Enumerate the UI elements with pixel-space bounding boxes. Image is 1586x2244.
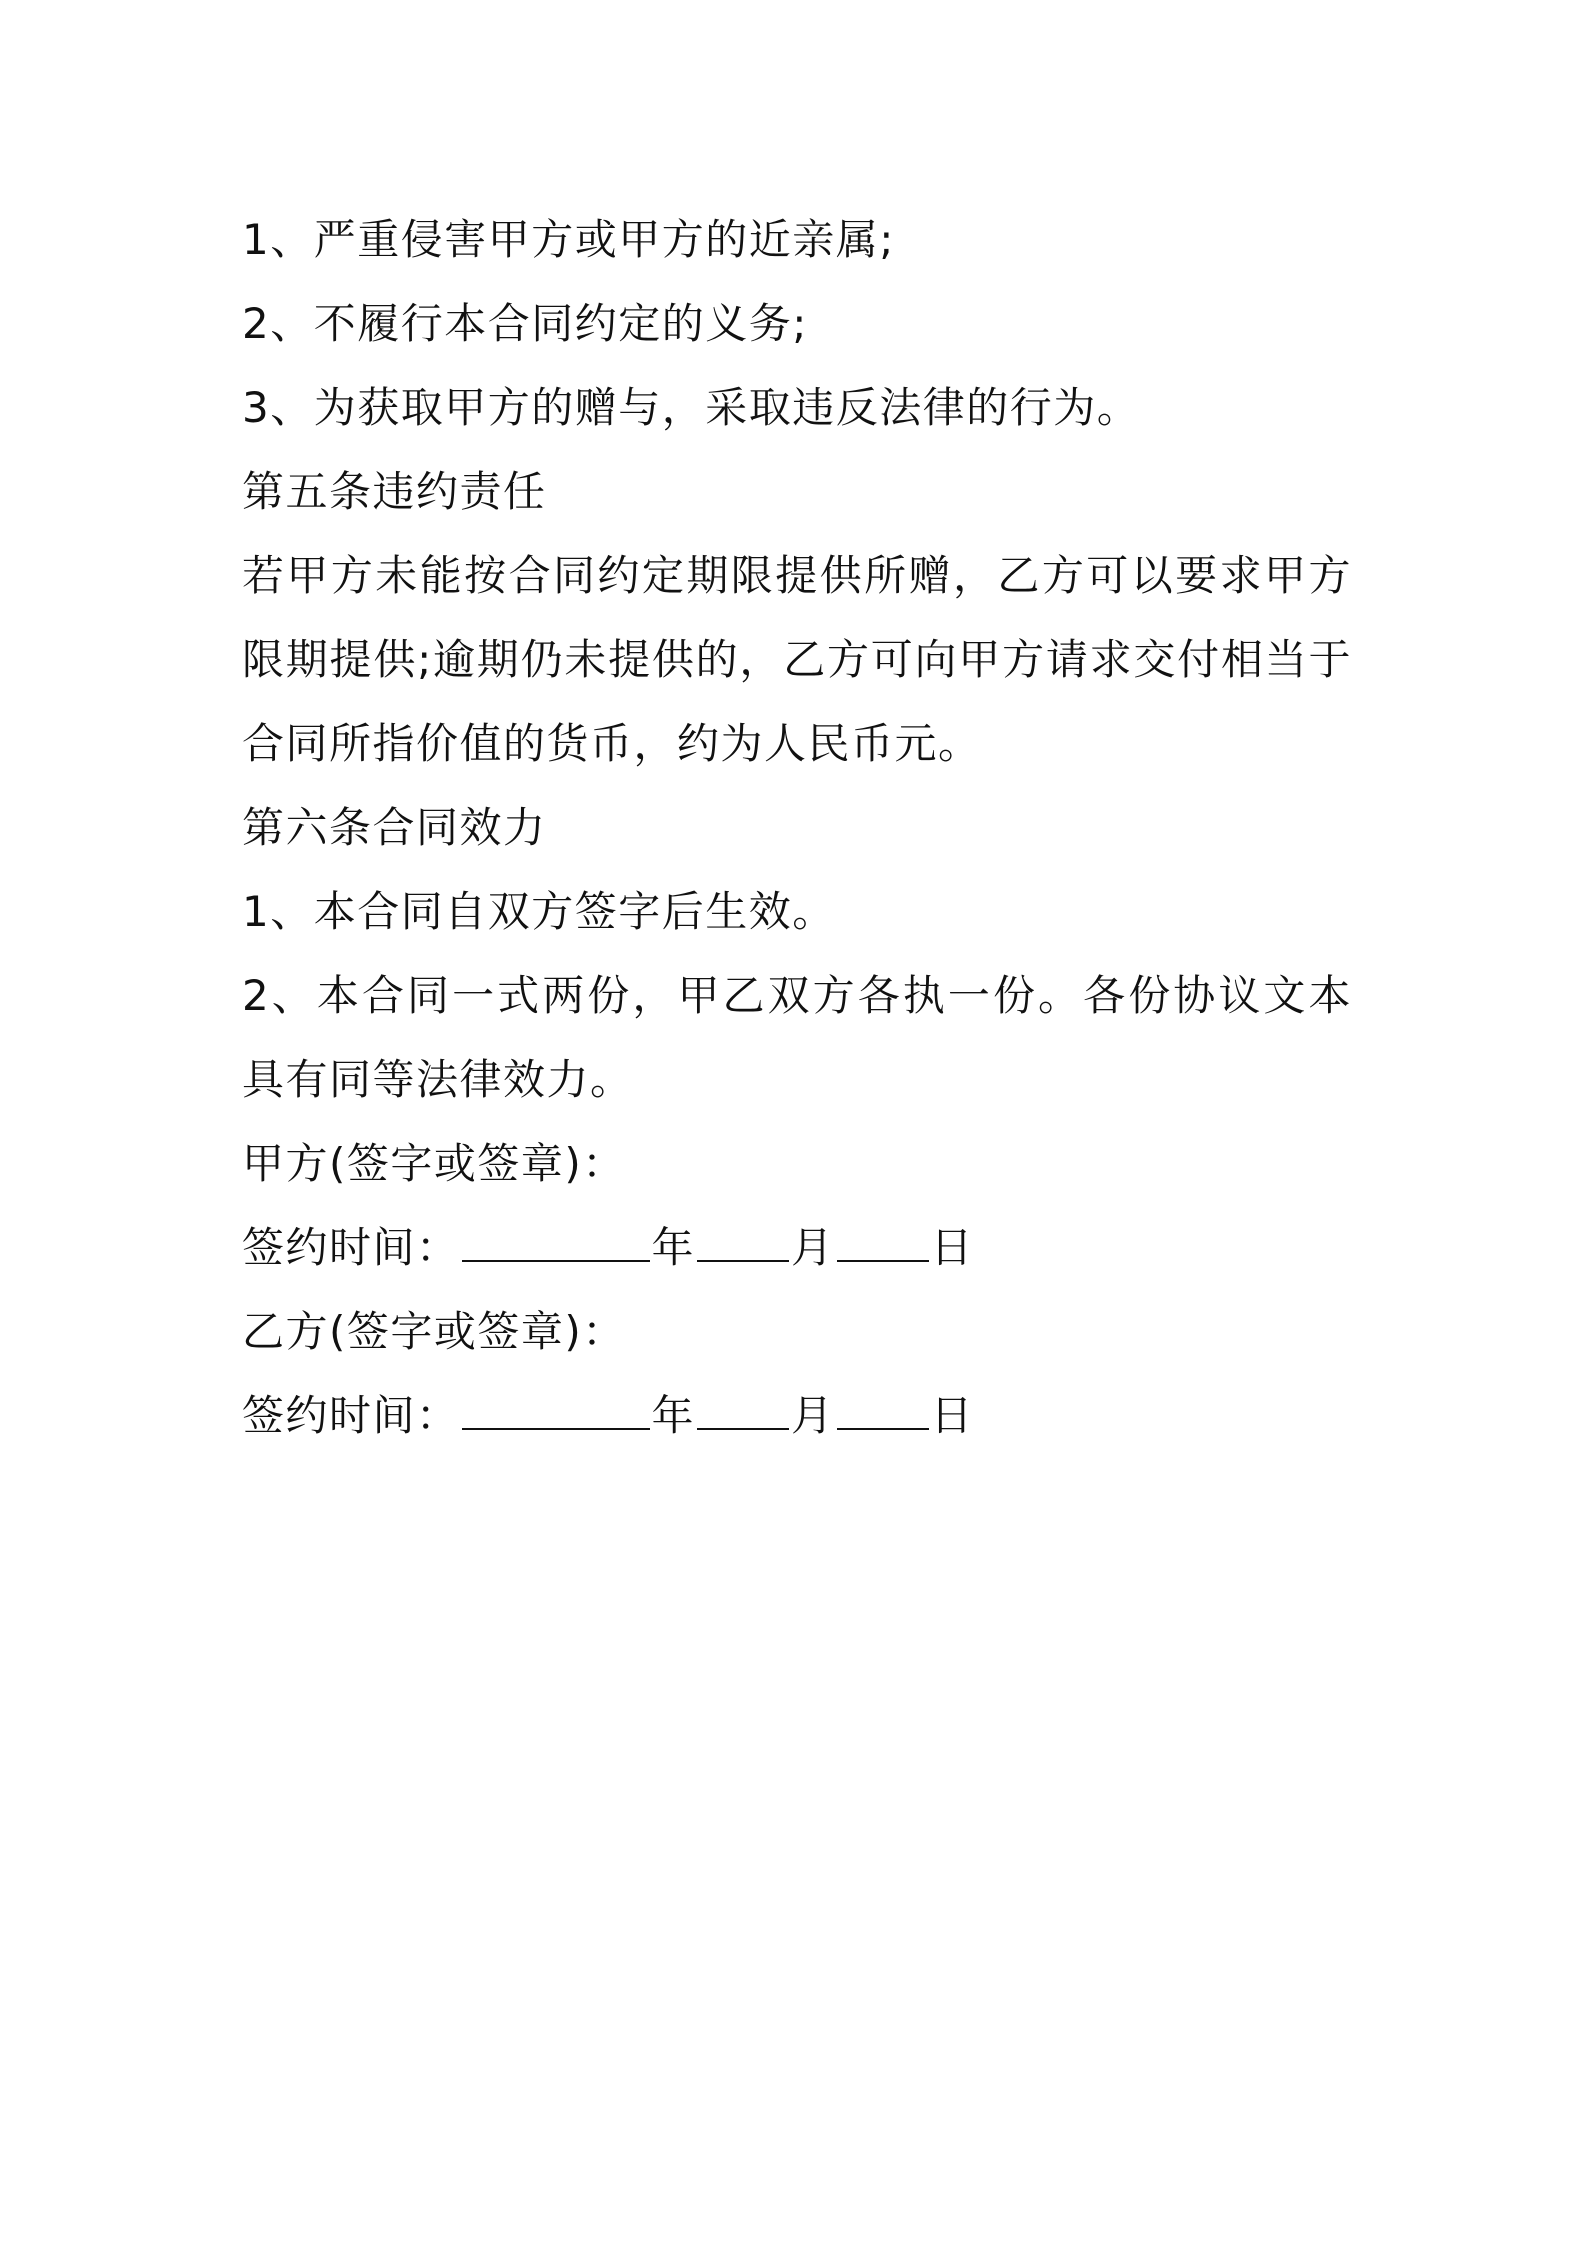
party-a-date-label: 签约时间：: [242, 1223, 460, 1272]
section-six-item-1: 1、本合同自双方签字后生效。: [242, 887, 836, 936]
party-a-day-blank[interactable]: [837, 1259, 929, 1262]
party-b-year-blank[interactable]: [462, 1427, 650, 1430]
party-a-signature-label: 甲方(签字或签章)：: [242, 1139, 626, 1188]
document-content: [242, 198, 1352, 1458]
party-a-month-blank[interactable]: [697, 1259, 789, 1262]
party-b-year-label: 年: [651, 1391, 696, 1440]
party-b-month-blank[interactable]: [697, 1427, 789, 1430]
party-b-day-blank[interactable]: [837, 1427, 929, 1430]
clause-item-2: 2、不履行本合同约定的义务;: [242, 299, 808, 348]
clause-item-3: 3、为获取甲方的赠与，采取违反法律的行为。: [242, 383, 1141, 432]
section-six-item-2: 2、本合同一式两份，甲乙双方各执一份。各份协议文本具有同等法律效力。: [242, 971, 1352, 1104]
section-six-heading: 第六条合同效力: [242, 803, 547, 852]
section-five-heading: 第五条违约责任: [242, 467, 547, 516]
section-five-body: 若甲方未能按合同约定期限提供所赠，乙方可以要求甲方限期提供;逾期仍未提供的，乙方可向甲方请求交付相当于合同所指价值的货币，约为人民币元。: [242, 551, 1352, 768]
party-b-date-line: [242, 1374, 1352, 1458]
party-b-date-label: 签约时间：: [242, 1391, 460, 1440]
party-b-signature-label: 乙方(签字或签章)：: [242, 1307, 626, 1356]
party-a-month-label: 月: [791, 1223, 835, 1272]
party-a-year-blank[interactable]: [462, 1259, 650, 1262]
clause-item-1: 1、严重侵害甲方或甲方的近亲属;: [242, 215, 895, 264]
party-b-day-label: 日: [930, 1391, 975, 1440]
party-a-date-line: [242, 1206, 1352, 1290]
party-a-year-label: 年: [651, 1223, 696, 1272]
party-b-month-label: 月: [791, 1391, 835, 1440]
party-a-day-label: 日: [930, 1223, 975, 1272]
